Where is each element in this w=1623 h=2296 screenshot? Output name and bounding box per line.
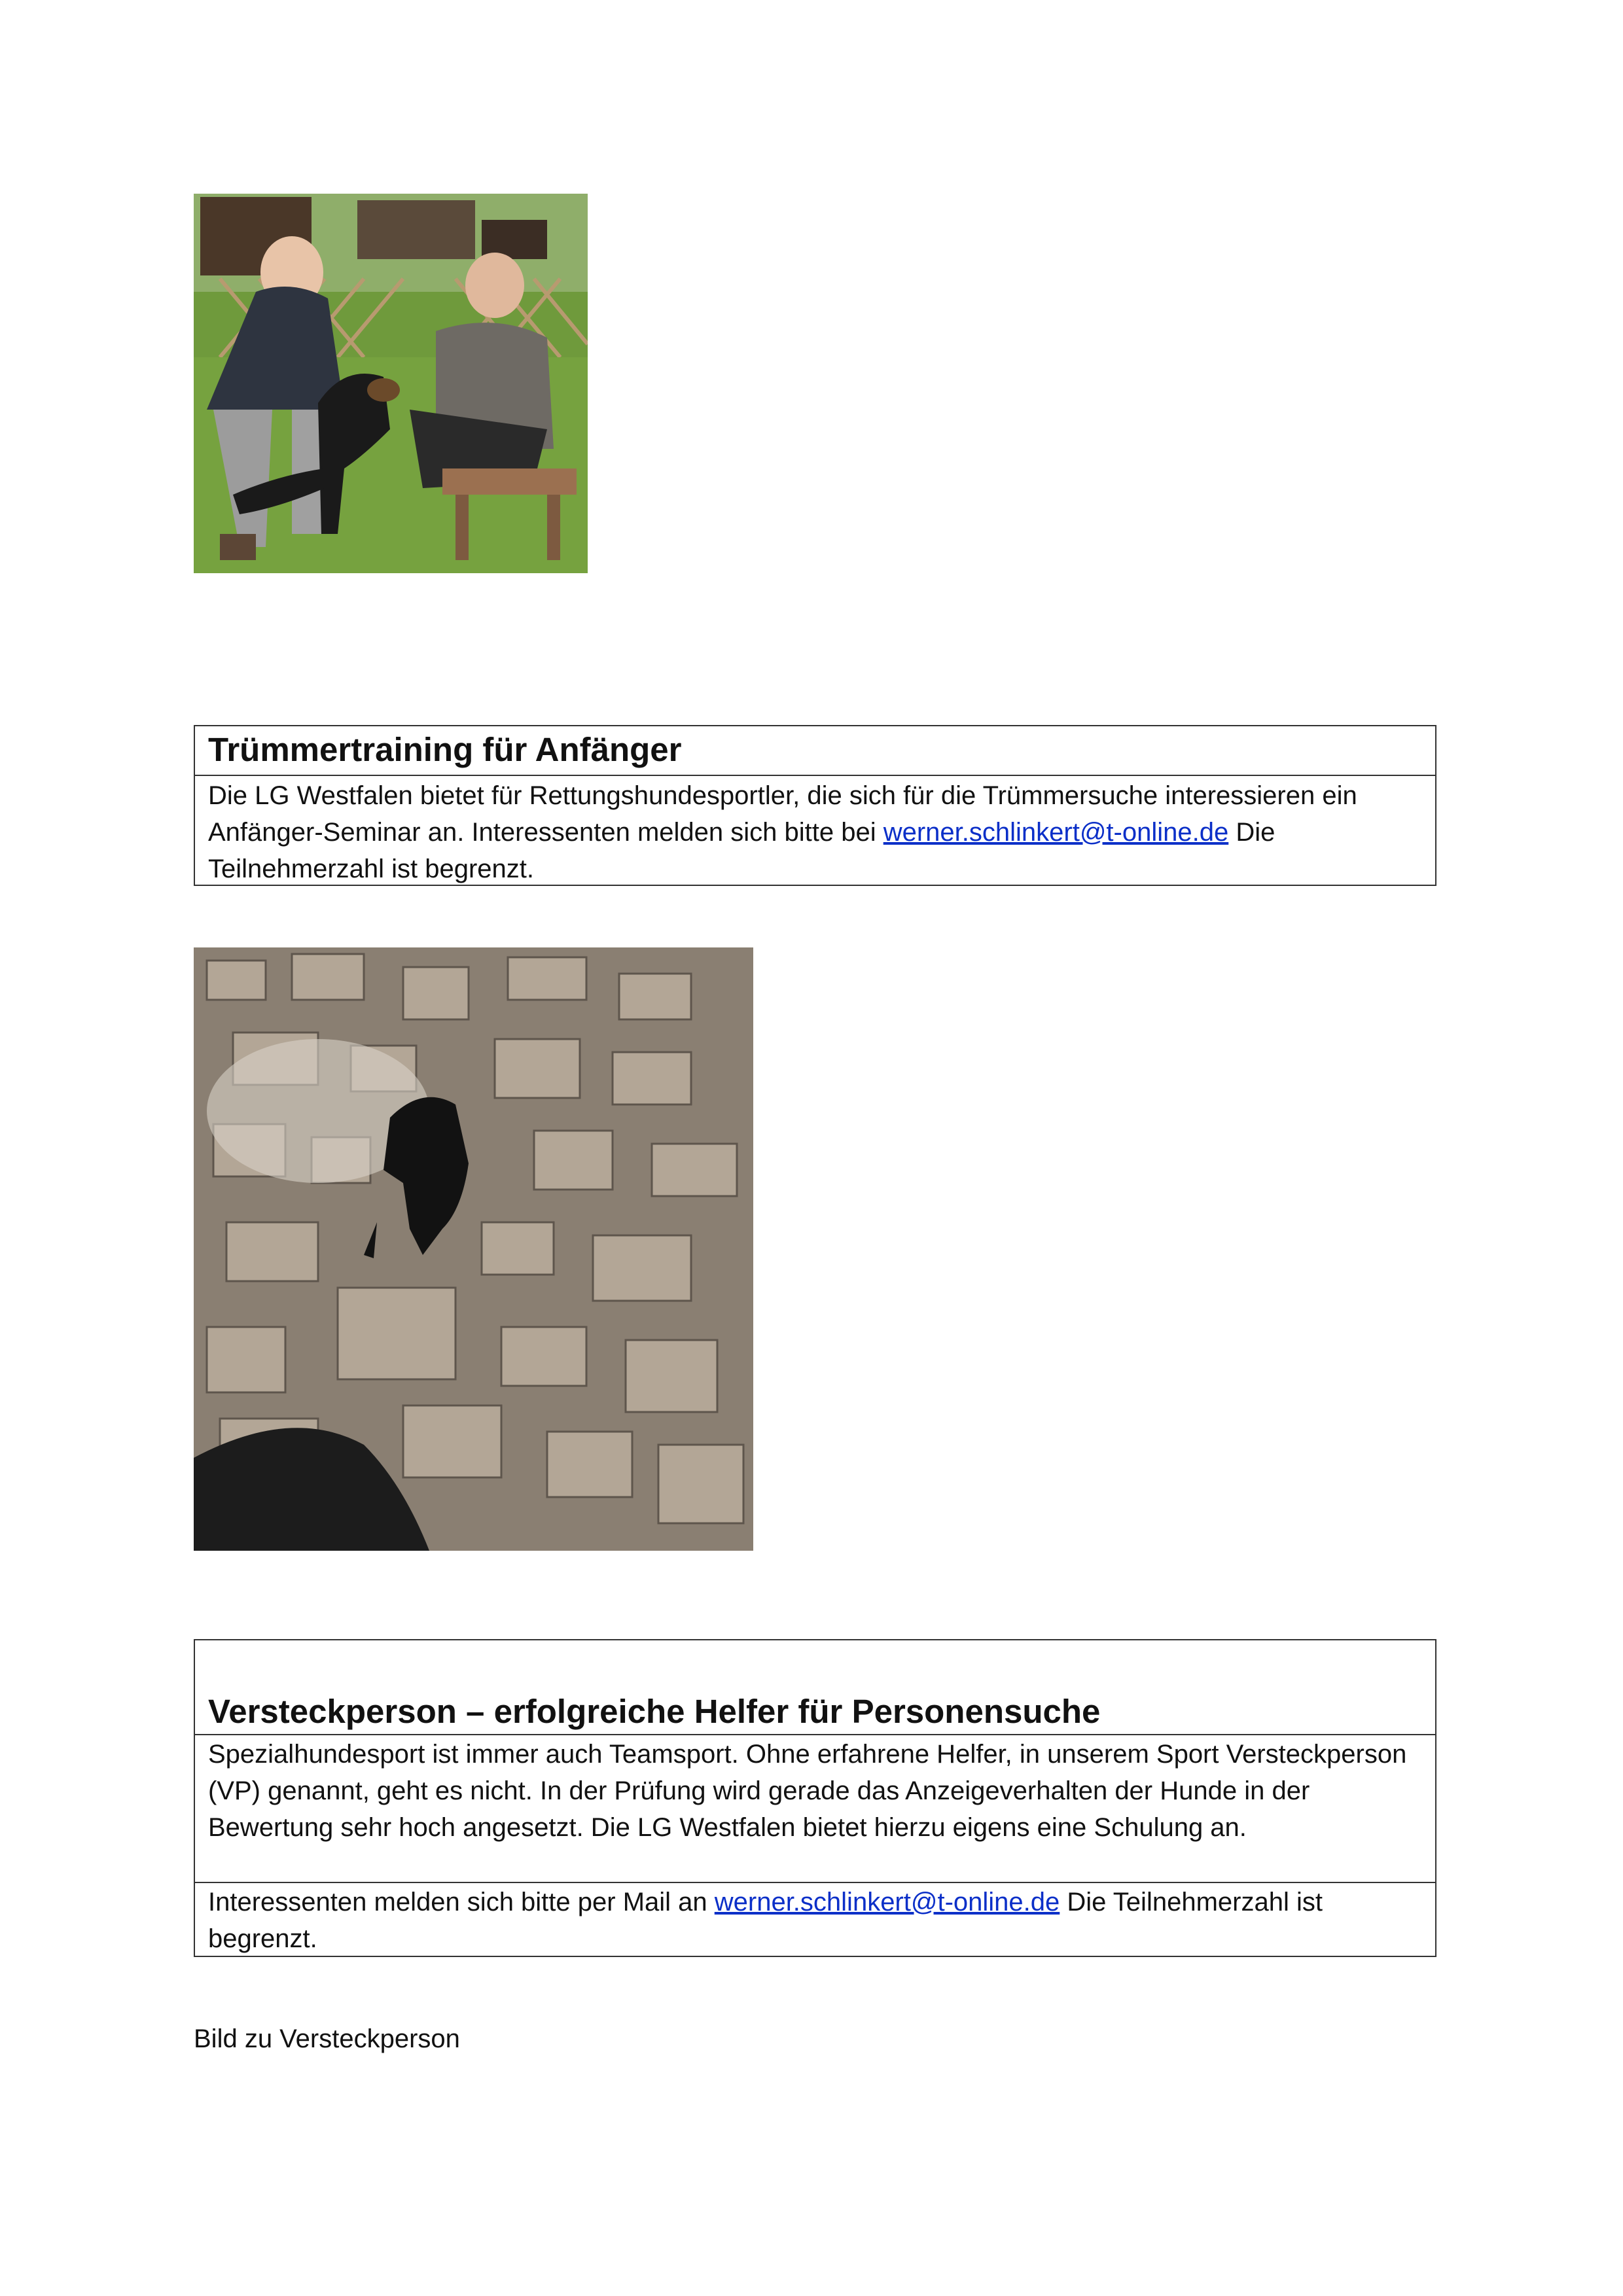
hiding-person-title: Versteckperson – erfolgreiche Helfer für Personensuche <box>208 1693 1101 1730</box>
hiding-person-contact-cell <box>195 1882 1435 1955</box>
image-caption: Bild zu Versteckperson <box>194 2024 460 2053</box>
rubble-training-title-cell <box>195 726 1435 775</box>
email-link[interactable]: werner.schlinkert@t-online.de <box>883 818 1229 847</box>
hiding-person-note: Die Teilnehmerzahl ist begrenzt. <box>208 1888 1323 1953</box>
rubble-training-text: Die LG Westfalen bietet für Rettungshundesportler, die sich für die Trümmersuche interessieren ein Anfänger-Seminar an. Interessenten melden sich bitte bei <box>208 781 1357 847</box>
hiding-person-section <box>194 1639 1436 1957</box>
rubble-training-body-cell <box>195 775 1435 884</box>
rubble-training-body <box>208 777 1422 887</box>
rubble-training-note: Die Teilnehmerzahl ist begrenzt. <box>208 818 1275 883</box>
hiding-person-contact-text: Interessenten melden sich bitte per Mail an <box>208 1888 715 1916</box>
photo-dog-training-garden <box>194 194 588 573</box>
hiding-person-title-cell <box>195 1640 1435 1734</box>
hiding-person-body: Spezialhundesport ist immer auch Teamsport. Ohne erfahrene Helfer, in unserem Sport Versteckperson (VP) genannt, geht es nicht. In der Prüfung wird gerade das Anzeigeverhalten der Hunde in der Bewertung sehr hoch angesetzt. Die LG Westfalen bietet hierzu eigens eine Schulung an. <box>208 1740 1407 1842</box>
hiding-person-contact <box>208 1884 1422 1957</box>
email-link[interactable]: werner.schlinkert@t-online.de <box>714 1888 1060 1916</box>
photo-dog-on-rubble <box>194 947 753 1551</box>
hiding-person-body-cell <box>195 1734 1435 1882</box>
rubble-training-section <box>194 725 1436 886</box>
rubble-training-title: Trümmertraining für Anfänger <box>208 731 682 768</box>
